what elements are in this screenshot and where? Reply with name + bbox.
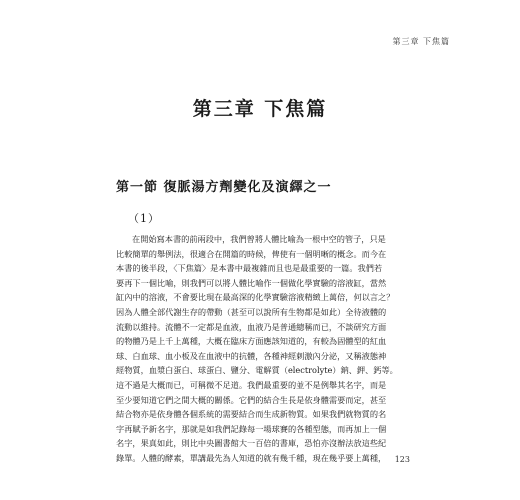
body-line: 流動以維持。流體不一定都是血液，血液乃是普通總稱而已，不談研究方面: [116, 321, 387, 332]
page-number: 123: [394, 455, 410, 464]
body-line: 名字，果真如此，則比中央圖書館大一百倍的書庫，恐怕亦沒辦法放這些紀: [116, 438, 387, 449]
section-title: 第一節 復脈湯方劑變化及演繹之一: [116, 180, 332, 195]
body-line: 因為人體全部代謝生存的帶動（甚至可以說所有生物都是如此）全待液體的: [116, 306, 387, 317]
body-line: 要再下一個比喻，則我們可以將人體比喻作一個做化學實驗的溶液缸，當然: [116, 277, 387, 288]
body-line: 球、白血球、血小板及在血液中的抗體，各種神經刺激內分泌，又稱液態神: [116, 350, 387, 361]
body-line: 經物質，血漿白蛋白、球蛋白、鹽分、電解質（electrolyte）鈉、鉀、鈣等。: [116, 365, 398, 376]
body-text: [116, 232, 406, 466]
body-line: 比較簡單的舉例法，很適合在開篇的時候，俾使有一個明晰的概念。而今在: [116, 248, 387, 259]
body-line: 這不過是大概而已，可稱微不足道。我們最重要的並不是例舉其名字，而是: [116, 379, 387, 390]
body-line: 結合物亦是依身體各個系統的需要結合而生成新物質。如果我們就物質的名: [116, 409, 387, 420]
body-line: 字再賦予新名字，那就是如我們記錄每一場球賽的各種型態，而再加上一個: [116, 423, 387, 434]
body-line: 的物體乃是上千上萬種，大概在臨床方面應該知道的，有較為固體型的紅血: [116, 336, 387, 347]
body-line: 在開始寫本書的前兩段中，我們曾將人體比喻為一根中空的管子，只是: [132, 234, 386, 244]
body-line: 至少要知道它們之間大概的關係。它們的結合生長是依身體需要而定，甚至: [116, 394, 387, 405]
subsection-number: （1）: [128, 212, 160, 225]
running-head: 第三章 下焦篇: [392, 37, 450, 46]
body-line: 錄單。人體的酵素，單講最先為人知道的就有幾千種，現在幾乎要上萬種，: [116, 452, 387, 463]
chapter-title: 第三章 下焦篇: [192, 98, 328, 120]
body-line: 本書的後半段，〈下焦篇〉是本書中最複雜而且也是最重要的一篇。我們若: [116, 263, 383, 274]
body-line: 缸內中的溶液，不會要比現在最高深的化學實驗溶液精緻上萬倍，何以言之？: [116, 292, 395, 303]
